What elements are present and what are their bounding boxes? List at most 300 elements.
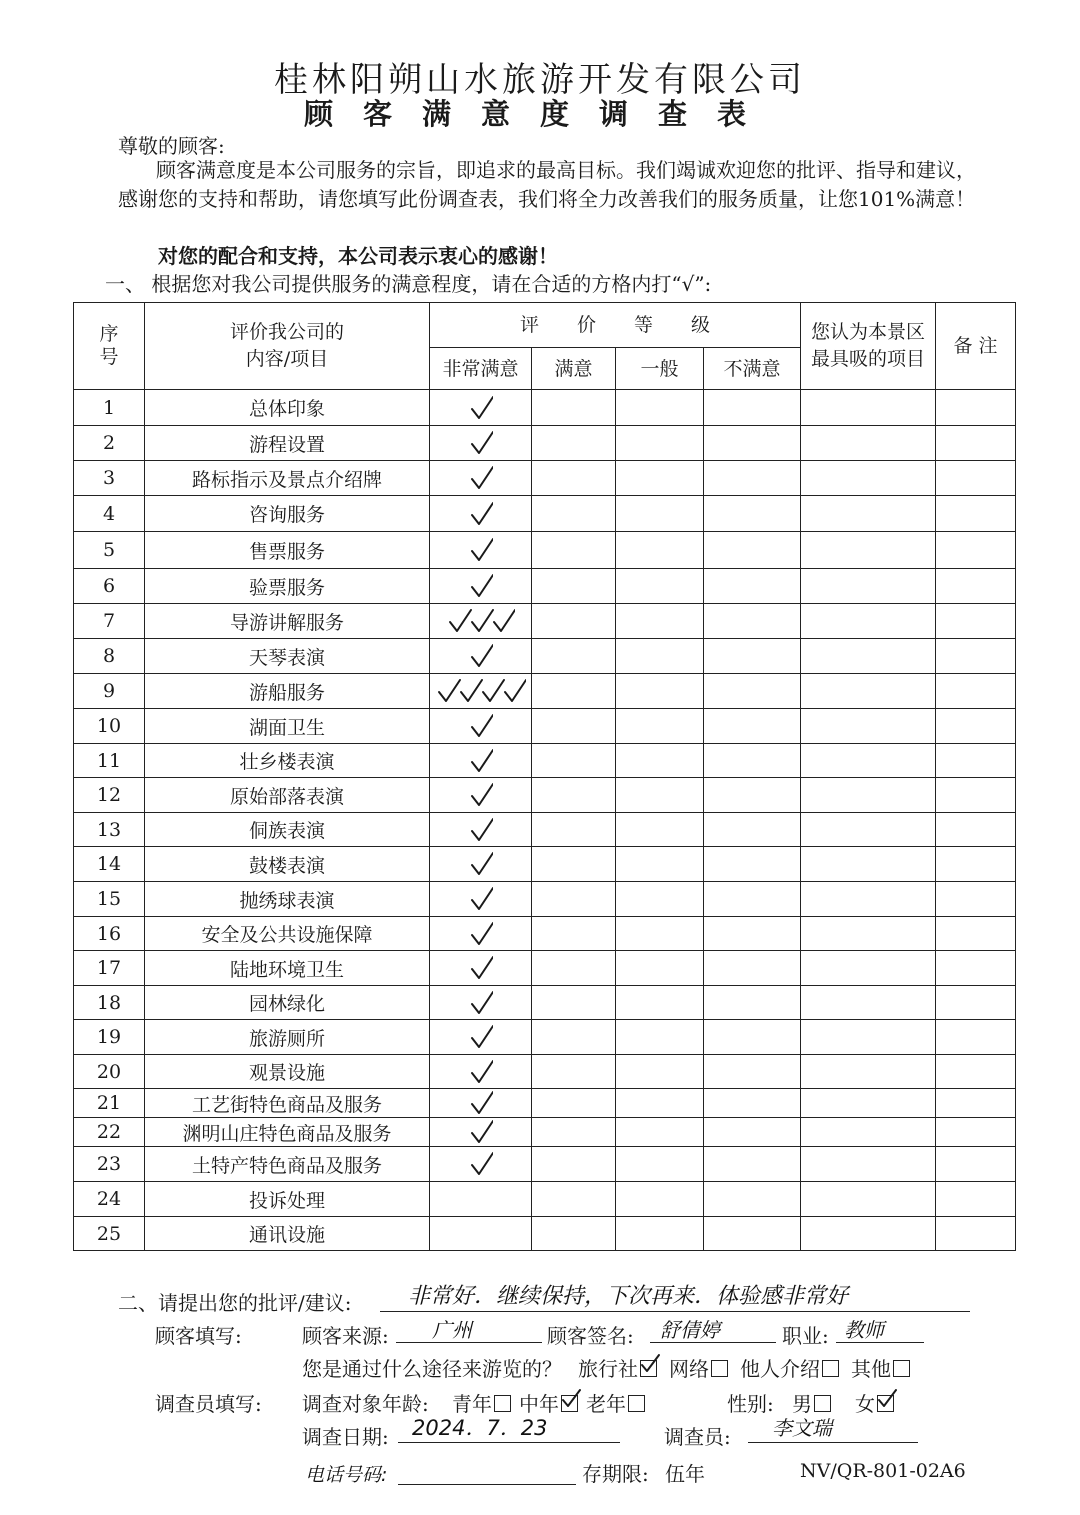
cell-satisfied[interactable]: [532, 426, 616, 461]
checkmark-icon: [469, 429, 493, 457]
cell-very-satisfied[interactable]: [430, 951, 532, 986]
checkmark-icon: [469, 747, 493, 775]
cell-attractive[interactable]: [801, 1217, 936, 1251]
cell-remark[interactable]: [936, 847, 1016, 882]
job-field[interactable]: [836, 1318, 924, 1343]
cell-average[interactable]: [616, 744, 704, 778]
table-row: [74, 1020, 1016, 1055]
checkbox-icon[interactable]: [628, 1395, 645, 1412]
surveyor-value: 李文瑞: [772, 1416, 832, 1440]
form-title: 顾客满意度调查表: [303, 97, 776, 131]
cell-remark[interactable]: [936, 1089, 1016, 1118]
table-row: [74, 1182, 1016, 1217]
cell-very-satisfied[interactable]: [430, 1182, 532, 1217]
cell-very-satisfied[interactable]: [430, 639, 532, 674]
cell-average[interactable]: [616, 674, 704, 709]
cell-satisfied[interactable]: [532, 986, 616, 1020]
row-item: 导游讲解服务: [145, 604, 430, 639]
row-number: 25: [74, 1217, 145, 1251]
cell-satisfied[interactable]: [532, 674, 616, 709]
cell-average[interactable]: [616, 604, 704, 639]
cell-average[interactable]: [616, 496, 704, 532]
row-number: 8: [74, 639, 145, 674]
cell-attractive[interactable]: [801, 778, 936, 813]
row-item: 园林绿化: [145, 986, 430, 1020]
cell-remark[interactable]: [936, 461, 1016, 496]
suggestion-field[interactable]: [380, 1283, 970, 1312]
row-number: 22: [74, 1118, 145, 1147]
cell-average[interactable]: [616, 986, 704, 1020]
row-item: 鼓楼表演: [145, 847, 430, 882]
customer-label: 顾客填写:: [155, 1324, 242, 1348]
table-row: [74, 986, 1016, 1020]
cell-unsatisfied[interactable]: [704, 1020, 801, 1055]
rating-unsatisfied: 不满意: [704, 348, 801, 390]
row-number: 17: [74, 951, 145, 986]
cell-remark[interactable]: [936, 674, 1016, 709]
cell-average[interactable]: [616, 1020, 704, 1055]
cell-average[interactable]: [616, 882, 704, 917]
row-number: 2: [74, 426, 145, 461]
cell-satisfied[interactable]: [532, 951, 616, 986]
header-no: 序号: [74, 303, 145, 390]
cell-satisfied[interactable]: [532, 847, 616, 882]
cell-remark[interactable]: [936, 639, 1016, 674]
cell-remark[interactable]: [936, 1147, 1016, 1182]
cell-unsatisfied[interactable]: [704, 813, 801, 847]
cell-very-satisfied[interactable]: [430, 986, 532, 1020]
cell-unsatisfied[interactable]: [704, 951, 801, 986]
checkbox-icon[interactable]: [711, 1360, 728, 1377]
job-label: 职业:: [782, 1324, 829, 1348]
row-item: 路标指示及景点介绍牌: [145, 461, 430, 496]
row-item: 土特产特色商品及服务: [145, 1147, 430, 1182]
cell-remark[interactable]: [936, 390, 1016, 426]
cell-average[interactable]: [616, 1182, 704, 1217]
cell-unsatisfied[interactable]: [704, 986, 801, 1020]
cell-very-satisfied[interactable]: [430, 390, 532, 426]
checkbox-icon[interactable]: [814, 1395, 831, 1412]
cell-very-satisfied[interactable]: [430, 813, 532, 847]
row-item: 侗族表演: [145, 813, 430, 847]
option-item: [851, 1357, 910, 1381]
checked-box-icon[interactable]: [640, 1360, 657, 1377]
cell-unsatisfied[interactable]: [704, 496, 801, 532]
cell-attractive[interactable]: [801, 639, 936, 674]
cell-unsatisfied[interactable]: [704, 532, 801, 569]
cell-remark[interactable]: [936, 1118, 1016, 1147]
table-row: [74, 709, 1016, 744]
row-item: 陆地环境卫生: [145, 951, 430, 986]
checkmark-icon: [876, 1388, 898, 1410]
table-row: [74, 1217, 1016, 1251]
row-number: 13: [74, 813, 145, 847]
cell-average[interactable]: [616, 709, 704, 744]
survey-table: [73, 302, 1016, 1251]
option-label: 他人介绍: [740, 1357, 820, 1381]
cell-average[interactable]: [616, 1089, 704, 1118]
cell-unsatisfied[interactable]: [704, 1055, 801, 1089]
option-item: [586, 1392, 645, 1416]
checkmark-icon: [469, 954, 493, 982]
cell-attractive[interactable]: [801, 1055, 936, 1089]
row-item: 投诉处理: [145, 1182, 430, 1217]
rating-satisfied: 满意: [532, 348, 616, 390]
date-field[interactable]: [398, 1416, 620, 1443]
cell-average[interactable]: [616, 813, 704, 847]
table-row: [74, 639, 1016, 674]
source-field[interactable]: [396, 1318, 542, 1343]
cell-remark[interactable]: [936, 951, 1016, 986]
table-row: [74, 951, 1016, 986]
cell-attractive[interactable]: [801, 917, 936, 951]
cell-remark[interactable]: [936, 917, 1016, 951]
cell-unsatisfied[interactable]: [704, 639, 801, 674]
doc-code: NV/QR-801-02A6: [800, 1460, 966, 1482]
cell-remark[interactable]: [936, 1182, 1016, 1217]
option-item: [855, 1392, 894, 1416]
checkmark-icon: [469, 850, 493, 878]
checkmark-icon: [469, 394, 493, 422]
cell-attractive[interactable]: [801, 496, 936, 532]
surveyor-field[interactable]: [748, 1416, 918, 1443]
cell-attractive[interactable]: [801, 986, 936, 1020]
cell-average[interactable]: [616, 847, 704, 882]
table-row: [74, 847, 1016, 882]
cell-unsatisfied[interactable]: [704, 709, 801, 744]
cell-attractive[interactable]: [801, 951, 936, 986]
date-label: 调查日期:: [302, 1425, 389, 1449]
cell-remark[interactable]: [936, 1020, 1016, 1055]
row-number: 20: [74, 1055, 145, 1089]
signature-field[interactable]: [650, 1318, 776, 1343]
row-number: 24: [74, 1182, 145, 1217]
checkmark-icon: [469, 500, 493, 528]
phone-label: 电话号码:: [305, 1464, 388, 1486]
checkmark-icon: [469, 536, 493, 564]
cell-attractive[interactable]: [801, 390, 936, 426]
cell-remark[interactable]: [936, 496, 1016, 532]
cell-very-satisfied[interactable]: [430, 882, 532, 917]
table-row: [74, 778, 1016, 813]
cell-very-satisfied[interactable]: [430, 1217, 532, 1251]
cell-remark[interactable]: [936, 426, 1016, 461]
cell-average[interactable]: [616, 917, 704, 951]
retention-value: 伍年: [665, 1462, 705, 1486]
cell-remark[interactable]: [936, 569, 1016, 604]
cell-very-satisfied[interactable]: [430, 1147, 532, 1182]
option-label: 青年: [452, 1392, 492, 1416]
cell-satisfied[interactable]: [532, 1020, 616, 1055]
table-row: [74, 569, 1016, 604]
cell-unsatisfied[interactable]: [704, 1217, 801, 1251]
cell-very-satisfied[interactable]: [430, 1020, 532, 1055]
cell-attractive[interactable]: [801, 1182, 936, 1217]
channel-options: [578, 1353, 922, 1382]
checkbox-icon[interactable]: [822, 1360, 839, 1377]
checkmark-icon: [469, 1118, 493, 1146]
cell-average[interactable]: [616, 569, 704, 604]
cell-unsatisfied[interactable]: [704, 744, 801, 778]
cell-attractive[interactable]: [801, 426, 936, 461]
cell-very-satisfied[interactable]: [430, 532, 532, 569]
surveyor-label: 调查员:: [664, 1425, 731, 1449]
cell-remark[interactable]: [936, 778, 1016, 813]
table-row: [74, 1055, 1016, 1089]
cell-attractive[interactable]: [801, 569, 936, 604]
checked-box-icon[interactable]: [561, 1395, 578, 1412]
cell-attractive[interactable]: [801, 532, 936, 569]
cell-very-satisfied[interactable]: [430, 1089, 532, 1118]
cell-satisfied[interactable]: [532, 390, 616, 426]
source-label: 顾客来源:: [302, 1324, 389, 1348]
suggestion-value: 非常好．继续保持，下次再来．体验感非常好: [408, 1284, 849, 1309]
cell-unsatisfied[interactable]: [704, 604, 801, 639]
cell-unsatisfied[interactable]: [704, 1118, 801, 1147]
cell-remark[interactable]: [936, 882, 1016, 917]
cell-remark[interactable]: [936, 1217, 1016, 1251]
cell-remark[interactable]: [936, 744, 1016, 778]
rating-average: 一般: [616, 348, 704, 390]
cell-satisfied[interactable]: [532, 604, 616, 639]
row-item: 咨询服务: [145, 496, 430, 532]
row-number: 21: [74, 1089, 145, 1118]
option-label: 其他: [851, 1357, 891, 1381]
table-row: [74, 1147, 1016, 1182]
cell-average[interactable]: [616, 426, 704, 461]
cell-satisfied[interactable]: [532, 639, 616, 674]
checkmark-icon: [469, 920, 493, 948]
cell-attractive[interactable]: [801, 1147, 936, 1182]
row-item: 抛绣球表演: [145, 882, 430, 917]
cell-very-satisfied[interactable]: [430, 604, 532, 639]
cell-satisfied[interactable]: [532, 1118, 616, 1147]
checkmark-icon: [469, 816, 493, 844]
option-item: [740, 1357, 839, 1381]
option-item: [669, 1357, 728, 1381]
checkmark-icon: [469, 989, 493, 1017]
option-label: 旅行社: [578, 1357, 638, 1381]
option-label: 女: [855, 1392, 875, 1416]
cell-satisfied[interactable]: [532, 813, 616, 847]
cell-remark[interactable]: [936, 604, 1016, 639]
cell-attractive[interactable]: [801, 604, 936, 639]
option-label: 老年: [586, 1392, 626, 1416]
row-number: 15: [74, 882, 145, 917]
checkmark-icon: [469, 642, 493, 670]
cell-very-satisfied[interactable]: [430, 917, 532, 951]
row-item: 验票服务: [145, 569, 430, 604]
header-rating: 评 价 等 级: [430, 303, 801, 348]
checked-box-icon[interactable]: [877, 1395, 894, 1412]
cell-very-satisfied[interactable]: [430, 744, 532, 778]
cell-attractive[interactable]: [801, 461, 936, 496]
greeting: 尊敬的顾客:: [118, 134, 225, 158]
cell-satisfied[interactable]: [532, 532, 616, 569]
section2-label: 二、请提出您的批评/建议:: [118, 1291, 352, 1315]
cell-unsatisfied[interactable]: [704, 1147, 801, 1182]
table-row: [74, 813, 1016, 847]
cell-unsatisfied[interactable]: [704, 426, 801, 461]
cell-average[interactable]: [616, 1055, 704, 1089]
row-item: 壮乡楼表演: [145, 744, 430, 778]
checkmark-icon: [469, 885, 493, 913]
cell-remark[interactable]: [936, 813, 1016, 847]
cell-very-satisfied[interactable]: [430, 461, 532, 496]
row-item: 渊明山庄特色商品及服务: [145, 1118, 430, 1147]
cell-attractive[interactable]: [801, 744, 936, 778]
checkmark-icon: [469, 1089, 493, 1117]
cell-very-satisfied[interactable]: [430, 496, 532, 532]
cell-average[interactable]: [616, 1217, 704, 1251]
cell-satisfied[interactable]: [532, 1217, 616, 1251]
row-number: 4: [74, 496, 145, 532]
row-number: 16: [74, 917, 145, 951]
checkmark-icon: [469, 572, 493, 600]
checkmark-icon: [469, 781, 493, 809]
cell-satisfied[interactable]: [532, 778, 616, 813]
checkmark-icon: [469, 1150, 493, 1178]
cell-unsatisfied[interactable]: [704, 917, 801, 951]
cell-attractive[interactable]: [801, 1020, 936, 1055]
row-number: 10: [74, 709, 145, 744]
cell-attractive[interactable]: [801, 709, 936, 744]
cell-average[interactable]: [616, 951, 704, 986]
cell-unsatisfied[interactable]: [704, 882, 801, 917]
table-row: [74, 882, 1016, 917]
table-row: [74, 496, 1016, 532]
option-label: 中年: [519, 1392, 559, 1416]
checkmark-icon: [447, 607, 515, 635]
signature-value: 舒倩婷: [660, 1318, 720, 1342]
cell-average[interactable]: [616, 778, 704, 813]
cell-satisfied[interactable]: [532, 569, 616, 604]
table-row: [74, 461, 1016, 496]
job-value: 教师: [844, 1318, 884, 1342]
cell-satisfied[interactable]: [532, 1055, 616, 1089]
row-number: 6: [74, 569, 145, 604]
cell-remark[interactable]: [936, 532, 1016, 569]
cell-average[interactable]: [616, 639, 704, 674]
rating-very-satisfied: 非常满意: [430, 348, 532, 390]
cell-unsatisfied[interactable]: [704, 674, 801, 709]
cell-average[interactable]: [616, 1118, 704, 1147]
cell-unsatisfied[interactable]: [704, 390, 801, 426]
company-name: 桂林阳朔山水旅游开发有限公司: [274, 60, 806, 100]
cell-unsatisfied[interactable]: [704, 1089, 801, 1118]
retention-label: 存期限:: [582, 1462, 649, 1486]
cell-unsatisfied[interactable]: [704, 569, 801, 604]
option-label: 男: [792, 1392, 812, 1416]
cell-attractive[interactable]: [801, 813, 936, 847]
row-number: 18: [74, 986, 145, 1020]
cell-satisfied[interactable]: [532, 917, 616, 951]
checkbox-icon[interactable]: [494, 1395, 511, 1412]
cell-average[interactable]: [616, 532, 704, 569]
table-row: [74, 390, 1016, 426]
cell-attractive[interactable]: [801, 847, 936, 882]
checkmark-icon: [436, 677, 526, 705]
checkmark-icon: [639, 1353, 661, 1375]
cell-average[interactable]: [616, 1147, 704, 1182]
cell-very-satisfied[interactable]: [430, 1118, 532, 1147]
cell-satisfied[interactable]: [532, 882, 616, 917]
cell-very-satisfied[interactable]: [430, 426, 532, 461]
date-value: 2024．7．23: [412, 1416, 548, 1440]
signature-label: 顾客签名:: [547, 1324, 634, 1348]
checkmark-icon: [469, 712, 493, 740]
cell-very-satisfied[interactable]: [430, 674, 532, 709]
cell-satisfied[interactable]: [532, 461, 616, 496]
cell-average[interactable]: [616, 390, 704, 426]
row-number: 9: [74, 674, 145, 709]
row-number: 5: [74, 532, 145, 569]
cell-unsatisfied[interactable]: [704, 1182, 801, 1217]
cell-unsatisfied[interactable]: [704, 778, 801, 813]
table-row: [74, 532, 1016, 569]
row-item: 原始部落表演: [145, 778, 430, 813]
row-item: 天琴表演: [145, 639, 430, 674]
checkmark-icon: [469, 1058, 493, 1086]
row-item: 售票服务: [145, 532, 430, 569]
cell-remark[interactable]: [936, 1055, 1016, 1089]
cell-very-satisfied[interactable]: [430, 1055, 532, 1089]
row-item: 旅游厕所: [145, 1020, 430, 1055]
table-row: [74, 604, 1016, 639]
cell-very-satisfied[interactable]: [430, 709, 532, 744]
cell-satisfied[interactable]: [532, 1182, 616, 1217]
table-row: [74, 1089, 1016, 1118]
row-item: 工艺街特色商品及服务: [145, 1089, 430, 1118]
cell-average[interactable]: [616, 461, 704, 496]
cell-attractive[interactable]: [801, 1089, 936, 1118]
cell-very-satisfied[interactable]: [430, 778, 532, 813]
table-row: [74, 744, 1016, 778]
cell-satisfied[interactable]: [532, 709, 616, 744]
option-item: [578, 1357, 657, 1381]
row-item: 总体印象: [145, 390, 430, 426]
cell-attractive[interactable]: [801, 882, 936, 917]
cell-unsatisfied[interactable]: [704, 847, 801, 882]
cell-satisfied[interactable]: [532, 1089, 616, 1118]
source-value: 广州: [432, 1318, 472, 1342]
row-number: 23: [74, 1147, 145, 1182]
cell-very-satisfied[interactable]: [430, 847, 532, 882]
cell-remark[interactable]: [936, 986, 1016, 1020]
row-number: 14: [74, 847, 145, 882]
cell-attractive[interactable]: [801, 674, 936, 709]
header-attractive: 您认为本景区最具吸的项目: [801, 303, 936, 390]
row-number: 1: [74, 390, 145, 426]
gender-label: 性别:: [727, 1392, 774, 1416]
cell-remark[interactable]: [936, 709, 1016, 744]
table-row: [74, 426, 1016, 461]
row-item: 游程设置: [145, 426, 430, 461]
checkmark-icon: [560, 1388, 582, 1410]
phone-field[interactable]: [398, 1458, 576, 1485]
cell-unsatisfied[interactable]: [704, 461, 801, 496]
cell-satisfied[interactable]: [532, 496, 616, 532]
checkbox-icon[interactable]: [893, 1360, 910, 1377]
section1-instruction: 一、 根据您对我公司提供服务的满意程度，请在合适的方格内打“√”:: [105, 272, 712, 296]
cell-satisfied[interactable]: [532, 744, 616, 778]
table-row: [74, 917, 1016, 951]
channel-question: 您是通过什么途径来游览的？: [302, 1357, 562, 1381]
header-item: 评价我公司的内容/项目: [145, 303, 430, 390]
cell-attractive[interactable]: [801, 1118, 936, 1147]
cell-satisfied[interactable]: [532, 1147, 616, 1182]
cell-very-satisfied[interactable]: [430, 569, 532, 604]
